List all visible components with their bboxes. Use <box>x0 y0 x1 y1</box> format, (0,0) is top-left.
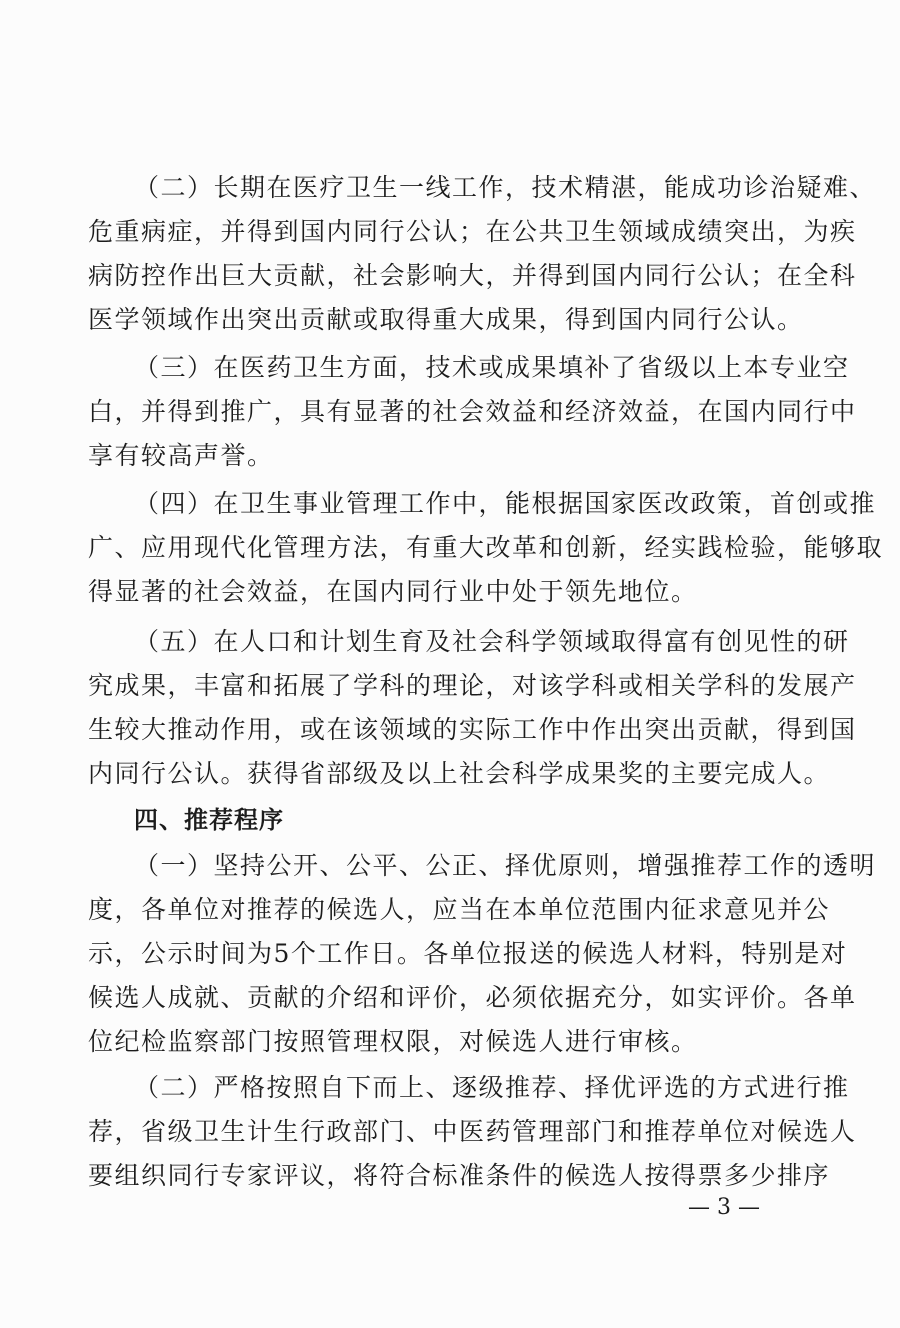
paragraph-3-line-2: 白，并得到推广，具有显著的社会效益和经济效益，在国内同行中 <box>88 397 857 426</box>
paragraph-5-line-3: 生较大推动作用，或在该领域的实际工作中作出突出贡献，得到国 <box>88 715 857 744</box>
procedure-2-line-2: 荐，省级卫生计生行政部门、中医药管理部门和推荐单位对候选人 <box>88 1117 857 1146</box>
paragraph-3-line-1: （三）在医药卫生方面，技术或成果填补了省级以上本专业空 <box>134 353 850 382</box>
paragraph-5-line-1: （五）在人口和计划生育及社会科学领域取得富有创见性的研 <box>134 627 850 656</box>
paragraph-5-line-2: 究成果，丰富和拓展了学科的理论，对该学科或相关学科的发展产 <box>88 671 857 700</box>
procedure-1-line-3: 示，公示时间为5个工作日。各单位报送的候选人材料，特别是对 <box>88 939 848 968</box>
procedure-1-line-4: 候选人成就、贡献的介绍和评价，必须依据充分，如实评价。各单 <box>88 983 857 1012</box>
paragraph-4-line-3: 得显著的社会效益，在国内同行业中处于领先地位。 <box>88 577 698 606</box>
paragraph-5-line-4: 内同行公认。获得省部级及以上社会科学成果奖的主要完成人。 <box>88 759 831 788</box>
paragraph-2-line-3: 病防控作出巨大贡献，社会影响大，并得到国内同行公认；在全科 <box>88 261 857 290</box>
procedure-2-line-3: 要组织同行专家评议，将符合标准条件的候选人按得票多少排序 <box>88 1161 831 1190</box>
procedure-2-line-1: （二）严格按照自下而上、逐级推荐、择优评选的方式进行推 <box>134 1073 850 1102</box>
procedure-1-line-5: 位纪检监察部门按照管理权限，对候选人进行审核。 <box>88 1027 698 1056</box>
paragraph-2-line-2: 危重病症，并得到国内同行公认；在公共卫生领域成绩突出，为疾 <box>88 217 857 246</box>
paragraph-2-line-1: （二）长期在医疗卫生一线工作，技术精湛，能成功诊治疑难、 <box>134 173 877 202</box>
paragraph-4-line-1: （四）在卫生事业管理工作中，能根据国家医改政策，首创或推 <box>134 489 877 518</box>
paragraph-3-line-3: 享有较高声誉。 <box>88 441 274 470</box>
section-heading: 四、推荐程序 <box>134 806 284 834</box>
page-number: — 3 — <box>688 1195 760 1220</box>
procedure-1-line-2: 度，各单位对推荐的候选人，应当在本单位范围内征求意见并公 <box>88 895 831 924</box>
paragraph-2-line-4: 医学领域作出突出贡献或取得重大成果，得到国内同行公认。 <box>88 305 804 334</box>
paragraph-4-line-2: 广、应用现代化管理方法，有重大改革和创新，经实践检验，能够取 <box>88 533 884 562</box>
procedure-1-line-1: （一）坚持公开、公平、公正、择优原则，增强推荐工作的透明 <box>134 851 877 880</box>
